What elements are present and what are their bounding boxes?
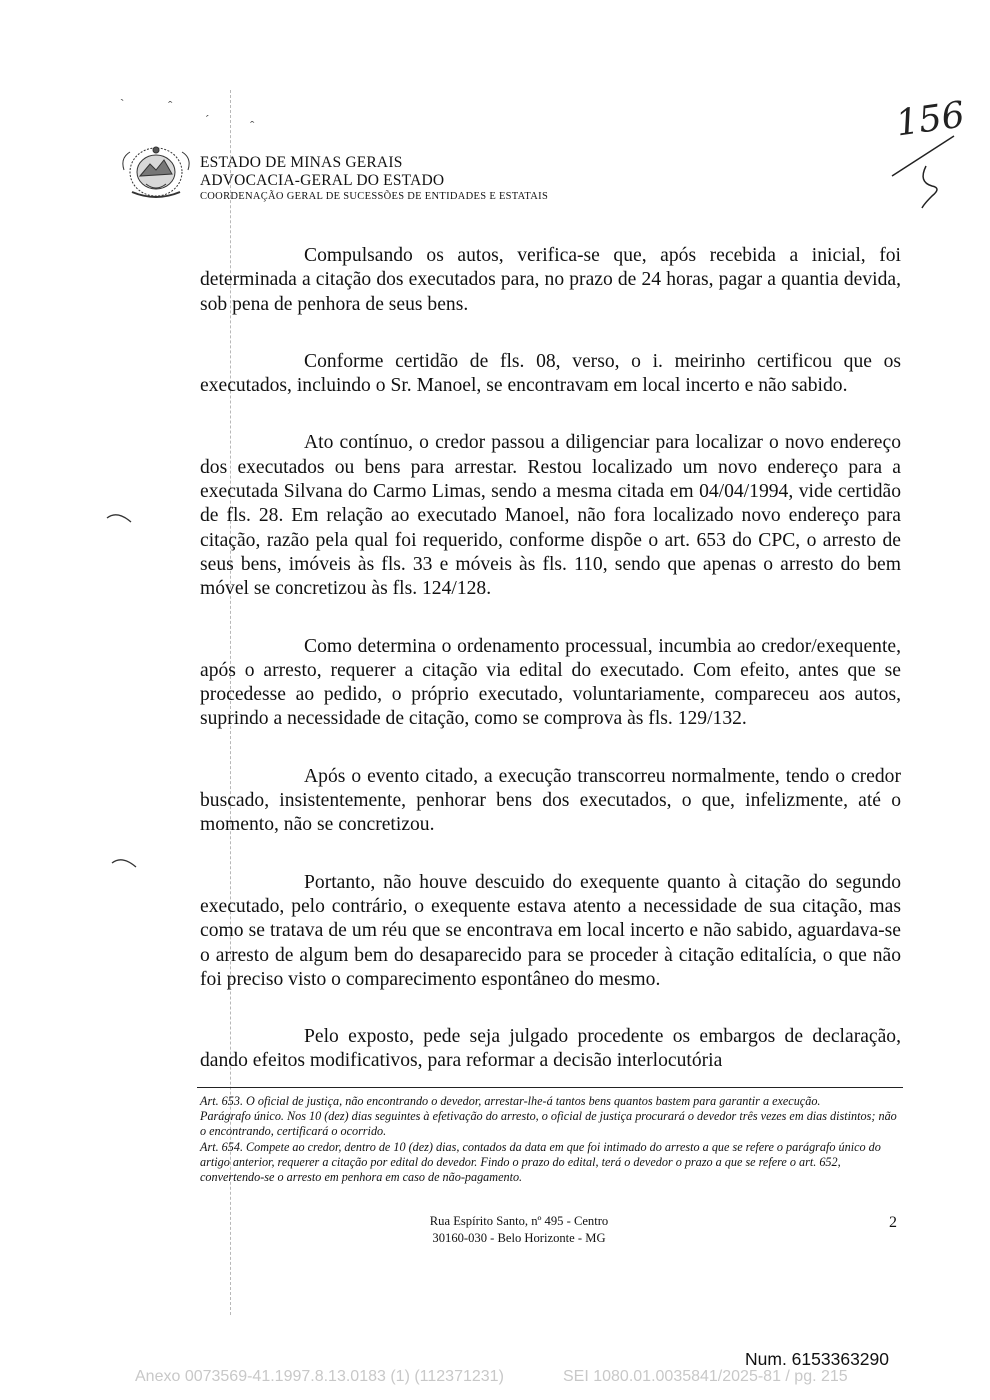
address-street: Rua Espírito Santo, nº 495 - Centro (429, 1214, 609, 1228)
scan-mark: ˋ (120, 96, 125, 111)
document-number: Num. 6153363290 (745, 1349, 889, 1369)
paragraph: Após o evento citado, a execução transcorreu normalmente, tendo o credor buscado, insistentemente, penhorar bens dos executados, o que, infelizmente, até o momento, não se concretizou. (200, 765, 901, 836)
scan-mark: ˊ (205, 112, 210, 127)
watermark-annex: Anexo 0073569-41.1997.8.13.0183 (1) (112371231) (135, 1368, 504, 1385)
paragraph: Compulsando os autos, verifica-se que, após recebida a inicial, foi determinada a citação dos executados para, no prazo de 24 horas, pagar a quantia devida, sob pena de penhora de seus bens. (200, 245, 901, 315)
address-city: 30160-030 - Belo Horizonte - MG (432, 1231, 606, 1245)
footnote: Art. 653. O oficial de justiça, não encontrando o devedor, arrestar-lhe-á tantos bens quantos bastem para garantir a execução. (200, 1094, 821, 1108)
stamp-number: 156 (893, 94, 968, 145)
address-footer (400, 1213, 638, 1247)
page-number: 2 (889, 1214, 897, 1231)
watermark-sei: SEI 1080.01.0035841/2025-81 / pg. 215 (563, 1368, 848, 1385)
header-state: ESTADO DE MINAS GERAIS (200, 154, 403, 171)
scan-mark: ˆ (168, 98, 173, 113)
footnote-separator (197, 1087, 903, 1088)
footnotes (200, 1094, 900, 1185)
state-seal-icon (118, 140, 194, 204)
page-stamp (888, 94, 968, 216)
document-body (200, 244, 901, 1074)
footnote: Art. 654. Compete ao credor, dentro de 10 (dez) dias, contados da data em que foi intimado do arresto a que se refere o parágrafo único do artigo anterior, requerer a citação por edital do devedor. Findo o prazo do edital, terá o devedor o prazo a que se refere o art. 652, convertendo-se o arresto em penhora em caso de não-pagamento. (200, 1139, 881, 1185)
footnote: Parágrafo único. Nos 10 (dez) dias seguintes à efetivação do arresto, o oficial de justiça procurará o devedor três vezes em dias distintos; não o encontrando, certificará o ocorrido. (200, 1109, 897, 1139)
margin-mark-icon (105, 510, 135, 524)
scan-mark: ˆ (250, 118, 255, 133)
paragraph: Conforme certidão de fls. 08, verso, o i. meirinho certificou que os executados, incluindo o Sr. Manoel, se encontravam em local incerto e não sabido. (200, 350, 901, 397)
header-department: COORDENAÇÃO GERAL DE SUCESSÕES DE ENTIDADES E ESTATAIS (200, 191, 549, 202)
paragraph: Ato contínuo, o credor passou a diligenciar para localizar o novo endereço dos executados ou bens para arrestar. Restou localizado um novo endereço para a executada Silvana do Carmo Limas, sendo a mesma citada em 04/04/1994, vide certidão de fls. 28. Em relação ao executado Manoel, não fora localizado novo endereço para citação, razão pela qual foi requerido, conforme dispõe o art. 653 do CPC, o arresto de seus bens, imóveis às fls. 33 e móveis às fls. 110, sendo que apenas o arresto do bem móvel se concretizou às fls. 124/128. (200, 432, 901, 600)
handwritten-initial-icon (888, 96, 960, 216)
paragraph: Como determina o ordenamento processual, incumbia ao credor/exequente, após o arresto, requerer a citação via edital do executado. Com efeito, antes que se procedesse ao pedido, o próprio executado, voluntariamente, compareceu aos autos, suprindo a necessidade de citação, como se comprova às fls. 129/132. (200, 635, 901, 730)
margin-mark-icon (110, 855, 140, 869)
paragraph: Portanto, não houve descuido do exequente quanto à citação do segundo executado, pelo contrário, o exequente estava atento a necessidade de sua citação, mas como se tratava de um réu que se encontrava em local incerto e não sabido, aguardava-se o arresto de algum bem do desaparecido para se proceder à citação editalícia, o que não foi preciso visto o comparecimento espontâneo do mesmo. (200, 871, 901, 990)
paragraph: Pelo exposto, pede seja julgado procedente os embargos de declaração, dando efeitos modificativos, para reformar a decisão interlocutória (200, 1026, 901, 1072)
header-agency: ADVOCACIA-GERAL DO ESTADO (200, 172, 445, 189)
